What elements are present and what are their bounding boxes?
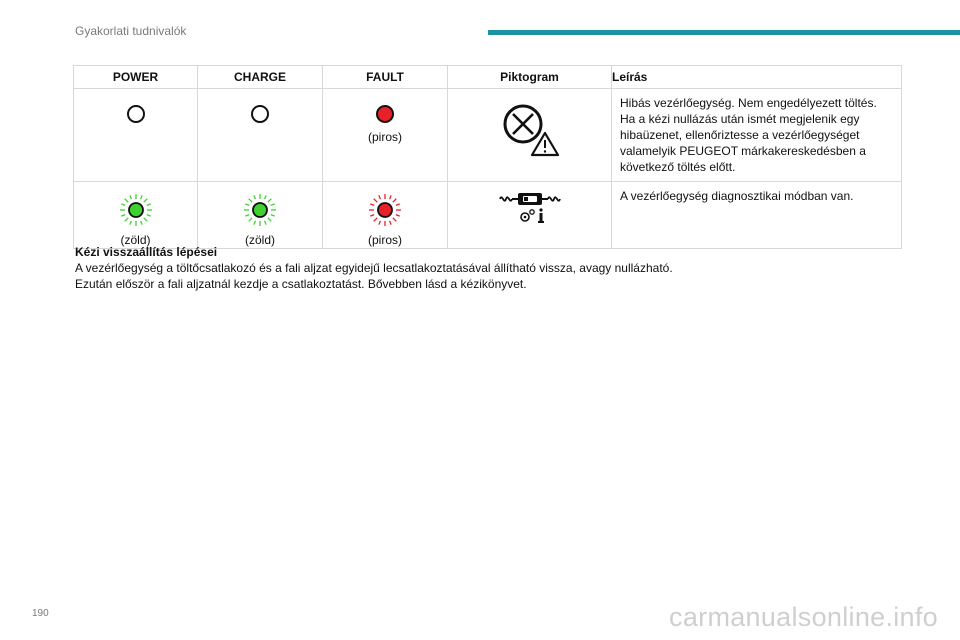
led-green-flashing-icon (243, 193, 277, 227)
watermark: carmanualsonline.info (669, 602, 938, 632)
col-header-fault: FAULT (323, 66, 448, 89)
led-red-on-icon (375, 104, 395, 124)
manual-reset-section (75, 244, 673, 292)
charge-cell (198, 182, 323, 249)
col-header-description: Leírás (612, 66, 902, 89)
fault-cell (323, 89, 448, 182)
led-label: (piros) (367, 130, 402, 144)
section-paragraph: Ezután először a fali aljzatnál kezdje a csatlakoztatást. Bővebben lásd a kézikönyvet. (75, 277, 527, 291)
col-header-pictogram: Piktogram (448, 66, 612, 89)
power-cell (74, 182, 198, 249)
header-accent-bar (488, 30, 960, 35)
diagnostic-mode-icon (498, 191, 562, 227)
led-status-table (73, 65, 902, 249)
description-cell: A vezérlőegység diagnosztikai módban van. (612, 182, 902, 249)
fault-warning-icon (500, 100, 560, 160)
table-row (74, 89, 902, 182)
pictogram-cell (448, 89, 612, 182)
page-number: 190 (32, 608, 49, 619)
led-off-icon (126, 104, 146, 124)
power-cell (74, 89, 198, 182)
section-paragraph: A vezérlőegység a töltőcsatlakozó és a fali aljzat egyidejű lecsatlakoztatásával állítható vissza, avagy nullázható. (75, 261, 673, 275)
pictogram-cell (448, 182, 612, 249)
table-header-row (74, 66, 902, 89)
section-title: Kézi visszaállítás lépései (75, 245, 218, 259)
description-cell: Hibás vezérlőegység. Nem engedélyezett töltés. Ha a kézi nullázás után ismét megjelenik egy hibaüzenet, ellenőriztesse a vezérlőegységet valamelyik PEUGEOT márkakereskedésben a következő töltés előtt. (612, 89, 902, 182)
led-label: (zöld) (244, 233, 275, 247)
led-off-icon (250, 104, 270, 124)
col-header-power: POWER (74, 66, 198, 89)
col-header-charge: CHARGE (198, 66, 323, 89)
header-title: Gyakorlati tudnivalók (75, 24, 187, 38)
led-label: (zöld) (120, 233, 151, 247)
led-label: (piros) (367, 233, 402, 247)
led-green-flashing-icon (119, 193, 153, 227)
fault-cell (323, 182, 448, 249)
led-red-flashing-icon (368, 193, 402, 227)
table-row (74, 182, 902, 249)
charge-cell (198, 89, 323, 182)
